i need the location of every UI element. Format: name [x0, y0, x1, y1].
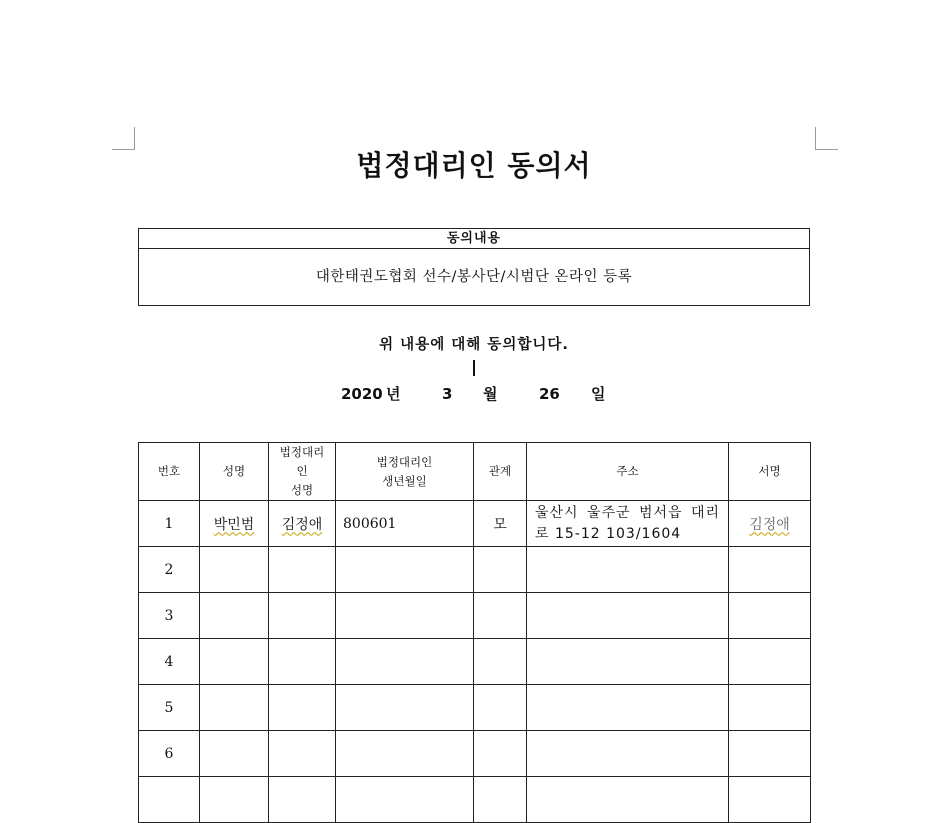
table-row: [139, 777, 811, 823]
text-cursor: [473, 360, 475, 376]
cell-relation[interactable]: 모: [474, 501, 527, 547]
date-month[interactable]: 3: [442, 385, 453, 403]
cell-name[interactable]: [200, 547, 269, 593]
cell-name[interactable]: [200, 639, 269, 685]
header-address-label: 주소: [616, 464, 639, 478]
cell-no[interactable]: 4: [139, 639, 200, 685]
cell-guardian-name[interactable]: [269, 501, 336, 547]
cell-guardian-name[interactable]: [269, 685, 336, 731]
cell-address[interactable]: [527, 639, 729, 685]
cell-signature[interactable]: [729, 731, 811, 777]
cell-signature[interactable]: [729, 777, 811, 823]
cell-guardian-birth[interactable]: [336, 639, 474, 685]
cell-guardian-birth[interactable]: [336, 685, 474, 731]
date-day[interactable]: 26: [539, 385, 560, 403]
date-month-unit: 월: [483, 385, 498, 403]
document-title[interactable]: 법정대리인 동의서: [356, 149, 592, 182]
header-no-label: 번호: [157, 464, 181, 478]
cell-guardian-name[interactable]: [269, 547, 336, 593]
header-guardian-birth-line2: 생년월일: [382, 473, 427, 488]
table-row: [139, 501, 811, 547]
cell-relation[interactable]: [474, 777, 527, 823]
header-relation-label: 관계: [488, 464, 512, 478]
signature-text: 김정애: [749, 516, 790, 533]
cell-guardian-name[interactable]: [269, 731, 336, 777]
header-name-label: 성명: [222, 464, 246, 478]
cell-name[interactable]: [200, 593, 269, 639]
date-day-unit: 일: [591, 385, 606, 403]
cell-no[interactable]: 2: [139, 547, 200, 593]
consent-box: [138, 228, 810, 306]
cell-no[interactable]: 5: [139, 685, 200, 731]
cell-name[interactable]: [200, 777, 269, 823]
table-row: [139, 593, 811, 639]
cell-signature[interactable]: [729, 501, 811, 547]
cell-guardian-birth[interactable]: [336, 731, 474, 777]
header-guardian-birth-line1: 법정대리인: [376, 454, 433, 469]
header-address[interactable]: [527, 443, 729, 501]
table-row: [139, 547, 811, 593]
header-guardian-name-line3: 성명: [290, 483, 314, 497]
table-row: [139, 685, 811, 731]
cell-signature[interactable]: [729, 639, 811, 685]
cell-signature[interactable]: [729, 547, 811, 593]
consent-heading[interactable]: 동의내용: [139, 229, 809, 249]
header-signature-label: 서명: [758, 464, 781, 478]
cell-no[interactable]: 1: [139, 501, 200, 547]
cell-relation[interactable]: [474, 731, 527, 777]
cell-address[interactable]: [527, 685, 729, 731]
cell-name-text: 박민범: [213, 516, 255, 533]
cell-address[interactable]: [527, 777, 729, 823]
header-guardian-name-line1: 법정대리: [279, 445, 325, 459]
cell-name[interactable]: [200, 685, 269, 731]
cell-guardian-birth[interactable]: [336, 547, 474, 593]
cell-signature[interactable]: [729, 685, 811, 731]
cell-signature[interactable]: [729, 593, 811, 639]
cell-name[interactable]: [200, 501, 269, 547]
table-row: [139, 639, 811, 685]
date-year[interactable]: 2020: [341, 385, 383, 403]
header-relation[interactable]: [474, 443, 527, 501]
date-year-unit: 년: [386, 385, 401, 403]
cell-no[interactable]: 3: [139, 593, 200, 639]
cell-name[interactable]: [200, 731, 269, 777]
cell-relation[interactable]: [474, 685, 527, 731]
header-signature[interactable]: [729, 443, 811, 501]
table-header-row: [139, 443, 811, 501]
cell-guardian-birth[interactable]: [336, 593, 474, 639]
cell-no[interactable]: 6: [139, 731, 200, 777]
cell-guardian-name-text: 김정애: [281, 516, 323, 533]
margin-corner-top-left: [112, 127, 135, 150]
header-name[interactable]: [200, 443, 269, 501]
consent-content[interactable]: 대한태권도협회 선수/봉사단/시범단 온라인 등록: [315, 269, 633, 285]
header-guardian-name[interactable]: [269, 443, 336, 501]
registration-table: [138, 442, 811, 823]
cell-guardian-birth[interactable]: 800601: [336, 501, 474, 547]
header-guardian-name-line2: 인: [296, 464, 308, 478]
cell-address[interactable]: 울산시 울주군 범서읍 대리로 15-12 103/1604: [527, 501, 729, 547]
header-no[interactable]: [139, 443, 200, 501]
cell-guardian-name[interactable]: [269, 777, 336, 823]
cell-relation[interactable]: [474, 639, 527, 685]
cell-relation[interactable]: [474, 593, 527, 639]
cell-address[interactable]: [527, 731, 729, 777]
margin-corner-top-right: [815, 127, 838, 150]
agree-statement[interactable]: 위 내용에 대해 동의합니다.: [379, 337, 569, 353]
cell-address[interactable]: [527, 547, 729, 593]
table-row: [139, 731, 811, 777]
header-guardian-birth[interactable]: [336, 443, 474, 501]
cell-no[interactable]: [139, 777, 200, 823]
cell-address[interactable]: [527, 593, 729, 639]
cell-guardian-name[interactable]: [269, 639, 336, 685]
cell-guardian-birth[interactable]: [336, 777, 474, 823]
cell-relation[interactable]: [474, 547, 527, 593]
cell-guardian-name[interactable]: [269, 593, 336, 639]
